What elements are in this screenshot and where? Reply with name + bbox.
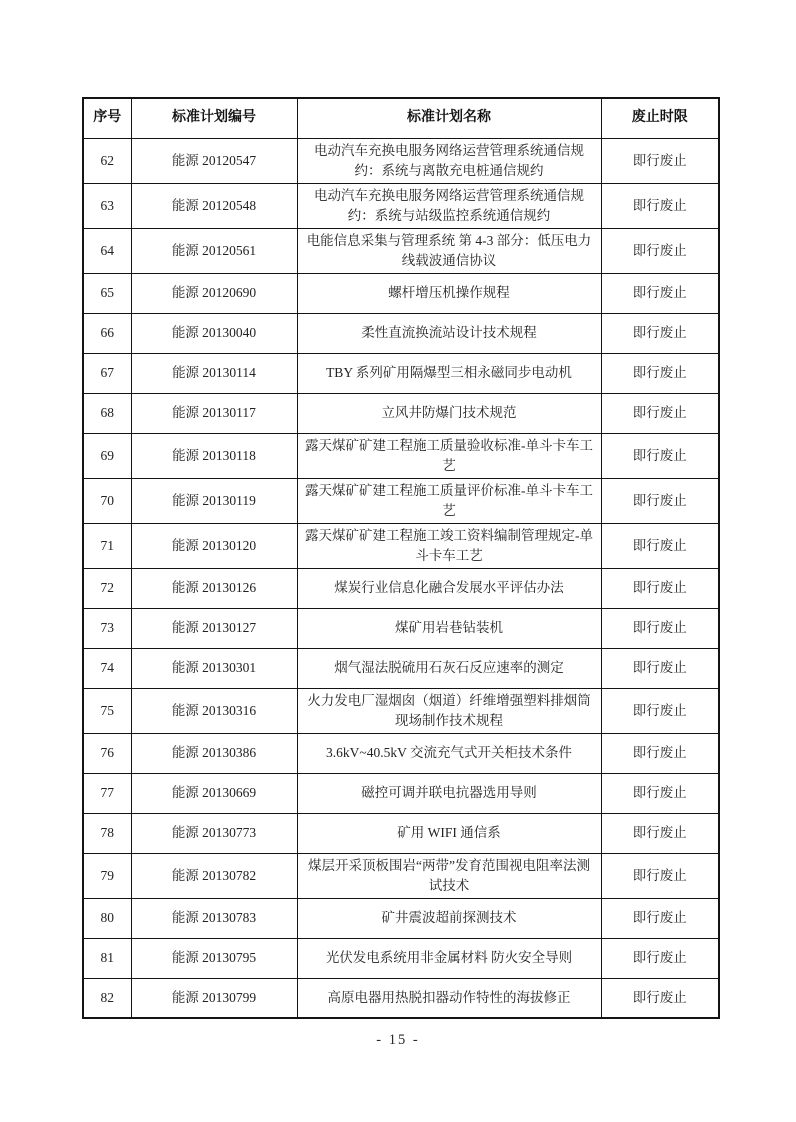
cell-plan-code: 能源 20120548 (131, 183, 297, 228)
cell-abolish-deadline: 即行废止 (601, 183, 719, 228)
cell-serial-number: 66 (83, 313, 131, 353)
cell-plan-code: 能源 20130117 (131, 393, 297, 433)
cell-serial-number: 77 (83, 773, 131, 813)
cell-plan-code: 能源 20130126 (131, 568, 297, 608)
cell-abolish-deadline: 即行废止 (601, 523, 719, 568)
cell-plan-name: 露天煤矿矿建工程施工质量评价标准-单斗卡车工艺 (297, 478, 601, 523)
cell-plan-name: 烟气湿法脱硫用石灰石反应速率的测定 (297, 648, 601, 688)
cell-serial-number: 81 (83, 938, 131, 978)
cell-plan-code: 能源 20130040 (131, 313, 297, 353)
cell-abolish-deadline: 即行废止 (601, 313, 719, 353)
table-row (83, 688, 719, 733)
cell-abolish-deadline: 即行废止 (601, 898, 719, 938)
cell-plan-name: 矿用 WIFI 通信系 (297, 813, 601, 853)
cell-plan-code: 能源 20130386 (131, 733, 297, 773)
cell-abolish-deadline: 即行废止 (601, 978, 719, 1018)
cell-serial-number: 78 (83, 813, 131, 853)
table-row (83, 648, 719, 688)
cell-plan-code: 能源 20130783 (131, 898, 297, 938)
cell-plan-name: 光伏发电系统用非金属材料 防火安全导则 (297, 938, 601, 978)
table-header (83, 98, 719, 138)
table-row (83, 523, 719, 568)
table-header-row (83, 98, 719, 138)
cell-plan-name: TBY 系列矿用隔爆型三相永磁同步电动机 (297, 353, 601, 393)
table-row (83, 393, 719, 433)
cell-abolish-deadline: 即行废止 (601, 688, 719, 733)
cell-serial-number: 79 (83, 853, 131, 898)
cell-plan-code: 能源 20130773 (131, 813, 297, 853)
cell-abolish-deadline: 即行废止 (601, 433, 719, 478)
cell-plan-code: 能源 20130120 (131, 523, 297, 568)
cell-plan-name: 矿井震波超前探测技术 (297, 898, 601, 938)
cell-abolish-deadline: 即行废止 (601, 773, 719, 813)
cell-plan-code: 能源 20130799 (131, 978, 297, 1018)
cell-serial-number: 72 (83, 568, 131, 608)
cell-plan-code: 能源 20130316 (131, 688, 297, 733)
cell-plan-name: 煤炭行业信息化融合发展水平评估办法 (297, 568, 601, 608)
cell-abolish-deadline: 即行废止 (601, 648, 719, 688)
table-row (83, 353, 719, 393)
cell-abolish-deadline: 即行废止 (601, 813, 719, 853)
table-row (83, 313, 719, 353)
cell-serial-number: 82 (83, 978, 131, 1018)
cell-serial-number: 76 (83, 733, 131, 773)
cell-abolish-deadline: 即行废止 (601, 733, 719, 773)
table-row (83, 813, 719, 853)
cell-abolish-deadline: 即行废止 (601, 393, 719, 433)
cell-serial-number: 64 (83, 228, 131, 273)
cell-plan-name: 电能信息采集与管理系统 第 4-3 部分：低压电力线载波通信协议 (297, 228, 601, 273)
cell-plan-code: 能源 20130114 (131, 353, 297, 393)
cell-plan-code: 能源 20130301 (131, 648, 297, 688)
table-row (83, 773, 719, 813)
cell-plan-code: 能源 20130669 (131, 773, 297, 813)
cell-abolish-deadline: 即行废止 (601, 138, 719, 183)
cell-plan-code: 能源 20130118 (131, 433, 297, 478)
table-row (83, 978, 719, 1018)
cell-plan-name: 火力发电厂湿烟囱（烟道）纤维增强塑料排烟筒现场制作技术规程 (297, 688, 601, 733)
cell-plan-name: 立风井防爆门技术规范 (297, 393, 601, 433)
cell-plan-name: 煤层开采顶板围岩“两带”发育范围视电阻率法测试技术 (297, 853, 601, 898)
cell-plan-code: 能源 20130782 (131, 853, 297, 898)
cell-serial-number: 71 (83, 523, 131, 568)
cell-abolish-deadline: 即行废止 (601, 228, 719, 273)
cell-serial-number: 73 (83, 608, 131, 648)
table-body (83, 138, 719, 1018)
cell-abolish-deadline: 即行废止 (601, 478, 719, 523)
cell-plan-code: 能源 20120690 (131, 273, 297, 313)
table-row (83, 853, 719, 898)
cell-abolish-deadline: 即行废止 (601, 938, 719, 978)
table-row (83, 138, 719, 183)
cell-serial-number: 69 (83, 433, 131, 478)
cell-serial-number: 62 (83, 138, 131, 183)
cell-plan-code: 能源 20130119 (131, 478, 297, 523)
cell-serial-number: 63 (83, 183, 131, 228)
cell-plan-name: 露天煤矿矿建工程施工竣工资料编制管理规定-单斗卡车工艺 (297, 523, 601, 568)
cell-plan-name: 露天煤矿矿建工程施工质量验收标准-单斗卡车工艺 (297, 433, 601, 478)
cell-plan-code: 能源 20120561 (131, 228, 297, 273)
cell-abolish-deadline: 即行废止 (601, 568, 719, 608)
cell-abolish-deadline: 即行废止 (601, 353, 719, 393)
table-row (83, 938, 719, 978)
page-number: - 15 - (376, 1032, 420, 1048)
table-row (83, 478, 719, 523)
table-row (83, 228, 719, 273)
table-row (83, 733, 719, 773)
standards-table (82, 97, 720, 1019)
cell-abolish-deadline: 即行废止 (601, 608, 719, 648)
cell-plan-code: 能源 20120547 (131, 138, 297, 183)
standards-table-container (82, 97, 718, 1019)
cell-plan-code: 能源 20130795 (131, 938, 297, 978)
table-row (83, 273, 719, 313)
cell-plan-name: 柔性直流换流站设计技术规程 (297, 313, 601, 353)
table-row (83, 183, 719, 228)
cell-plan-name: 磁控可调并联电抗器选用导则 (297, 773, 601, 813)
column-header-abolish-deadline: 废止时限 (601, 98, 719, 138)
cell-serial-number: 75 (83, 688, 131, 733)
cell-plan-name: 3.6kV~40.5kV 交流充气式开关柜技术条件 (297, 733, 601, 773)
cell-serial-number: 68 (83, 393, 131, 433)
cell-abolish-deadline: 即行废止 (601, 273, 719, 313)
cell-serial-number: 74 (83, 648, 131, 688)
table-row (83, 433, 719, 478)
column-header-serial-number: 序号 (83, 98, 131, 138)
cell-serial-number: 80 (83, 898, 131, 938)
table-row (83, 568, 719, 608)
cell-serial-number: 70 (83, 478, 131, 523)
cell-plan-name: 螺杆增压机操作规程 (297, 273, 601, 313)
cell-plan-name: 高原电器用热脱扣器动作特性的海拔修正 (297, 978, 601, 1018)
cell-plan-name: 电动汽车充换电服务网络运营管理系统通信规约：系统与站级监控系统通信规约 (297, 183, 601, 228)
column-header-plan-name: 标准计划名称 (297, 98, 601, 138)
cell-serial-number: 65 (83, 273, 131, 313)
cell-plan-name: 煤矿用岩巷钻装机 (297, 608, 601, 648)
cell-abolish-deadline: 即行废止 (601, 853, 719, 898)
column-header-plan-code: 标准计划编号 (131, 98, 297, 138)
cell-serial-number: 67 (83, 353, 131, 393)
table-row (83, 608, 719, 648)
table-row (83, 898, 719, 938)
cell-plan-code: 能源 20130127 (131, 608, 297, 648)
cell-plan-name: 电动汽车充换电服务网络运营管理系统通信规约：系统与离散充电桩通信规约 (297, 138, 601, 183)
